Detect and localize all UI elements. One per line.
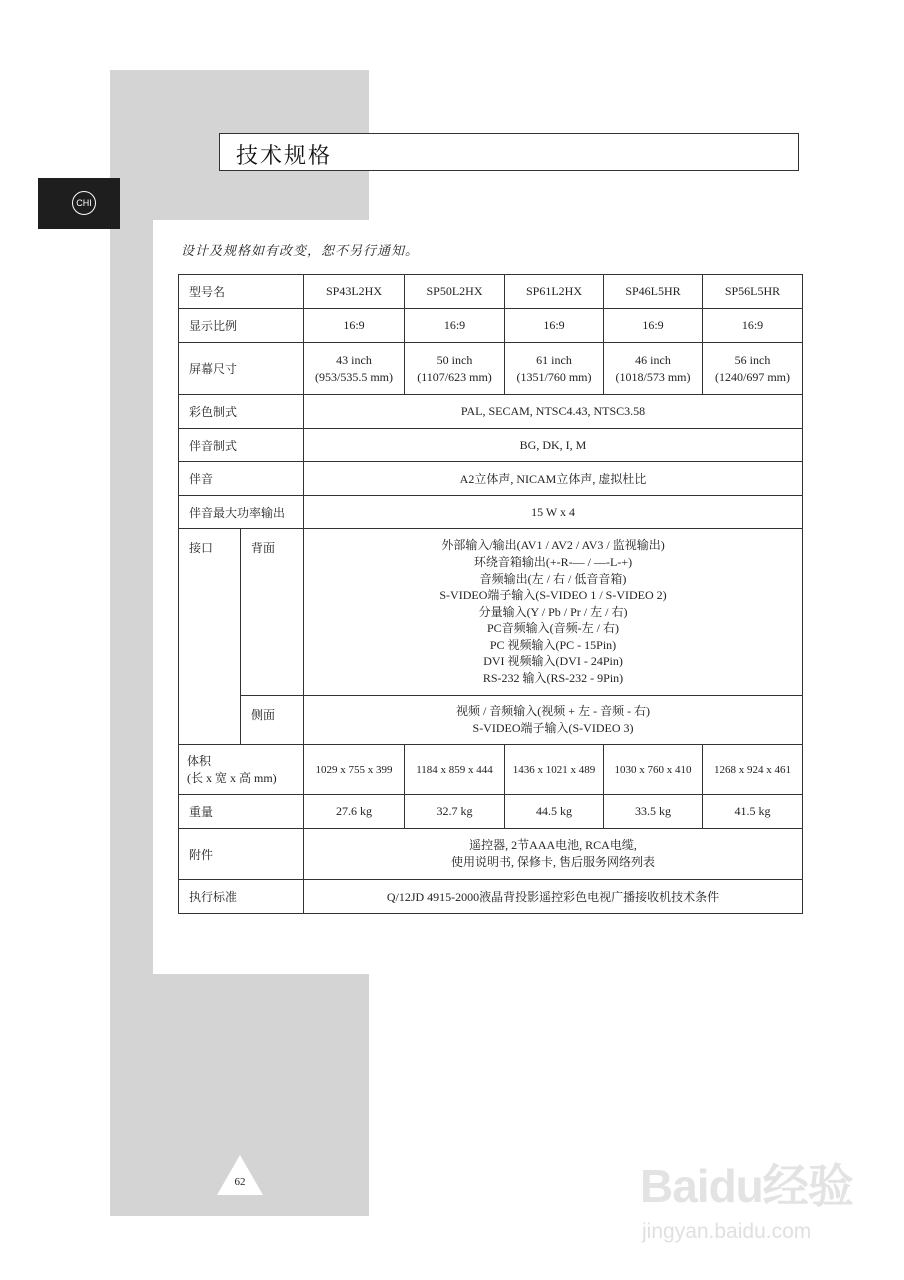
- aspect-cell: 16:9: [604, 309, 703, 343]
- aspect-cell: 16:9: [505, 309, 604, 343]
- screen-dims: (1351/760 mm): [516, 369, 592, 384]
- table-row: [179, 880, 803, 914]
- port-line: PC音频输入(音频-左 / 右): [487, 621, 620, 636]
- screen-dims: (953/535.5 mm): [315, 369, 394, 384]
- ports-label: 接口: [179, 529, 241, 745]
- side-label: 侧面: [241, 696, 304, 745]
- standard-value: Q/12JD 4915-2000液晶背投影遥控彩色电视广播接收机技术条件: [304, 880, 803, 914]
- port-line: S-VIDEO端子输入(S-VIDEO 1 / S-VIDEO 2): [439, 588, 667, 603]
- screen-dims: (1107/623 mm): [417, 369, 492, 384]
- rear-ports-cell: [304, 529, 803, 696]
- color-system-label: 彩色制式: [179, 395, 304, 429]
- volume-cell: 1029 x 755 x 399: [304, 745, 405, 795]
- language-tab: [38, 178, 120, 229]
- sound-system-label: 伴音制式: [179, 429, 304, 462]
- weight-cell: 44.5 kg: [505, 795, 604, 829]
- weight-cell: 33.5 kg: [604, 795, 703, 829]
- model-cell: SP46L5HR: [604, 275, 703, 309]
- notice-text: 设计及规格如有改变，恕不另行通知。: [181, 243, 420, 258]
- table-row: [179, 745, 803, 795]
- aspect-cell: 16:9: [405, 309, 505, 343]
- port-line: DVI 视频输入(DVI - 24Pin): [483, 654, 623, 669]
- screen-size: 61 inch: [536, 352, 572, 367]
- table-row: [179, 395, 803, 429]
- spec-table: [178, 274, 803, 914]
- rear-label: 背面: [241, 529, 304, 696]
- model-cell: SP50L2HX: [405, 275, 505, 309]
- accessories-line: 遥控器, 2节AAA电池, RCA电缆,: [469, 838, 637, 853]
- volume-label-line: (长 x 宽 x 高 mm): [187, 770, 277, 785]
- table-row: [179, 795, 803, 829]
- screen-size: 46 inch: [635, 352, 671, 367]
- table-row: [179, 529, 803, 696]
- volume-cell: 1268 x 924 x 461: [703, 745, 803, 795]
- screen-dims: (1018/573 mm): [615, 369, 691, 384]
- watermark-logo: Baidu经验: [640, 1160, 853, 1212]
- screen-size: 43 inch: [336, 352, 372, 367]
- model-cell: SP43L2HX: [304, 275, 405, 309]
- title-box: [219, 133, 799, 171]
- weight-label: 重量: [179, 795, 304, 829]
- page-number-triangle: [217, 1155, 263, 1195]
- screen-cell: [703, 343, 803, 395]
- power-label: 伴音最大功率输出: [179, 496, 304, 529]
- side-ports-cell: [304, 696, 803, 745]
- screen-cell: [505, 343, 604, 395]
- aspect-cell: 16:9: [703, 309, 803, 343]
- volume-cell: 1436 x 1021 x 489: [505, 745, 604, 795]
- table-row: [179, 496, 803, 529]
- watermark: [640, 1140, 900, 1270]
- screen-cell: [604, 343, 703, 395]
- sound-label: 伴音: [179, 462, 304, 496]
- watermark-url: jingyan.baidu.com: [642, 1220, 812, 1243]
- port-line: PC 视频输入(PC - 15Pin): [489, 637, 617, 652]
- power-value: 15 W x 4: [304, 496, 803, 529]
- table-row: [179, 696, 803, 745]
- volume-label: [179, 745, 304, 795]
- table-row: [179, 343, 803, 395]
- table-row: [179, 429, 803, 462]
- sound-system-value: BG, DK, I, M: [304, 429, 803, 462]
- screen-cell: [304, 343, 405, 395]
- port-line: 外部输入/输出(AV1 / AV2 / AV3 / 监视输出): [441, 538, 665, 553]
- table-row: [179, 275, 803, 309]
- page-title: 技术规格: [236, 143, 333, 168]
- weight-cell: 41.5 kg: [703, 795, 803, 829]
- table-row: [179, 462, 803, 496]
- port-line: S-VIDEO端子输入(S-VIDEO 3): [472, 721, 634, 735]
- port-line: 视频 / 音频输入(视频 + 左 - 音频 - 右): [455, 704, 651, 719]
- port-line: 环绕音箱输出(+-R-— / —-L-+): [473, 554, 633, 569]
- page-number: 62: [234, 1176, 246, 1188]
- table-row: [179, 309, 803, 343]
- accessories-line: 使用说明书, 保修卡, 售后服务网络列表: [451, 855, 656, 869]
- aspect-label: 显示比例: [179, 309, 304, 343]
- screen-dims: (1240/697 mm): [715, 369, 791, 384]
- table-row: [179, 829, 803, 880]
- port-line: RS-232 输入(RS-232 - 9Pin): [482, 671, 624, 686]
- sound-value: A2立体声, NICAM立体声, 虚拟杜比: [304, 462, 803, 496]
- screen-cell: [405, 343, 505, 395]
- screen-label: 屏幕尺寸: [179, 343, 304, 395]
- language-tab-label: CHI: [72, 191, 96, 215]
- accessories-label: 附件: [179, 829, 304, 880]
- model-cell: SP61L2HX: [505, 275, 604, 309]
- volume-cell: 1030 x 760 x 410: [604, 745, 703, 795]
- screen-size: 56 inch: [734, 352, 771, 367]
- weight-cell: 32.7 kg: [405, 795, 505, 829]
- color-system-value: PAL, SECAM, NTSC4.43, NTSC3.58: [304, 395, 803, 429]
- volume-label-line: 体积: [187, 753, 212, 768]
- volume-cell: 1184 x 859 x 444: [405, 745, 505, 795]
- accessories-cell: [304, 829, 803, 880]
- port-line: 音频输出(左 / 右 / 低音音箱): [479, 571, 627, 586]
- weight-cell: 27.6 kg: [304, 795, 405, 829]
- model-cell: SP56L5HR: [703, 275, 803, 309]
- aspect-cell: 16:9: [304, 309, 405, 343]
- standard-label: 执行标准: [179, 880, 304, 914]
- port-line: 分量输入(Y / Pb / Pr / 左 / 右): [478, 604, 628, 619]
- model-label: 型号名: [179, 275, 304, 309]
- screen-size: 50 inch: [436, 352, 473, 367]
